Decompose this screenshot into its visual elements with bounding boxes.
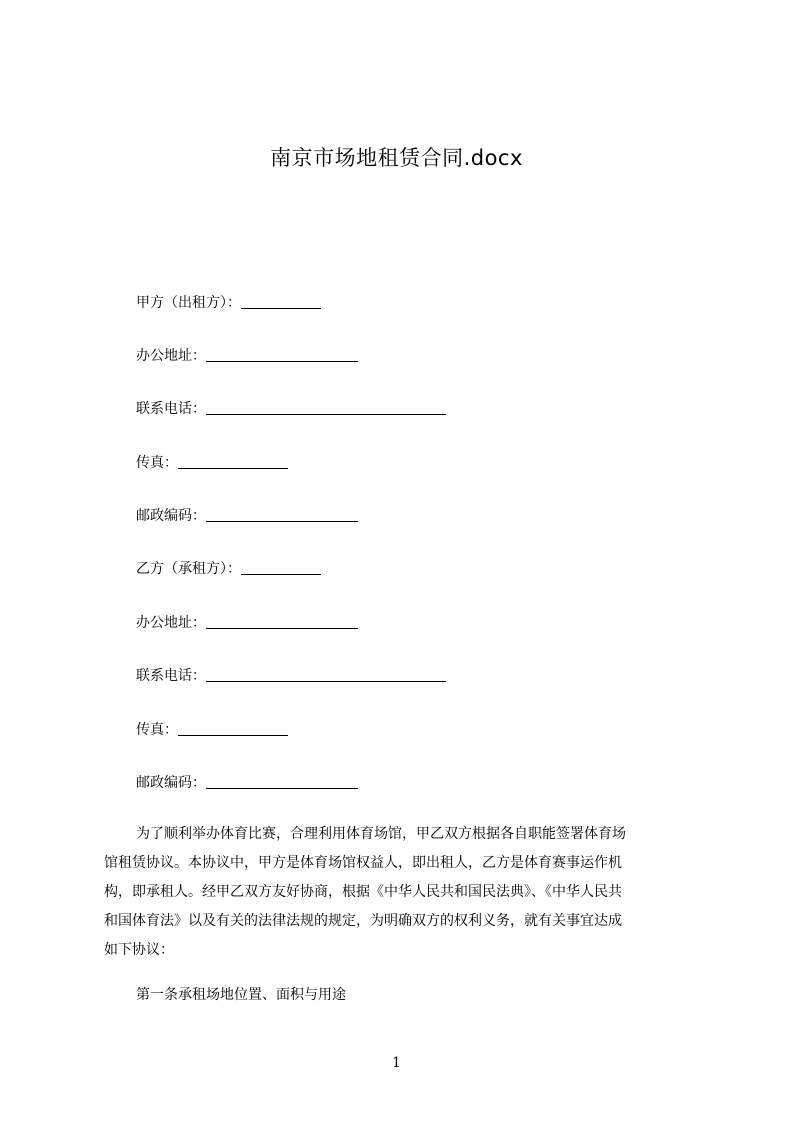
party-b-office-address-field [136,612,358,633]
party-b-postal-code-field [136,772,358,793]
party-a-postal-code-label: 邮政编码： [136,508,206,524]
preamble-line: 构，即承租人。经甲乙双方友好协商，根据《中华人民共和国民法典》、《中华人民共 [104,884,622,900]
preamble-line: 馆租赁协议。本协议中，甲方是体育场馆权益人，即出租人，乙方是体育赛事运作机 [104,855,622,871]
preamble-line: 如下协议： [104,942,174,958]
document-title: 南京市场地租赁合同.docx [270,146,523,170]
preamble-paragraph [104,820,704,965]
party-a-label: 甲方（出租方）： [136,295,241,311]
party-a-fax-field [136,452,288,473]
party-a-phone-blank[interactable] [206,400,446,415]
party-a-office-address-label: 办公地址： [136,348,206,364]
article-1-heading: 第一条承租场地位置、面积与用途 [136,987,346,1003]
party-a-blank[interactable] [241,294,321,309]
party-b-phone-blank[interactable] [206,667,446,682]
party-b-field [136,558,321,579]
party-a-fax-blank[interactable] [178,454,288,469]
party-b-fax-label: 传真： [136,722,178,738]
party-b-fax-field [136,719,288,740]
party-b-phone-field [136,665,446,686]
party-b-phone-label: 联系电话： [136,668,206,684]
party-a-phone-field [136,398,446,419]
party-a-office-address-field [136,345,358,366]
party-a-postal-code-blank[interactable] [206,507,358,522]
party-b-postal-code-label: 邮政编码： [136,775,206,791]
party-a-field [136,292,321,313]
party-a-fax-label: 传真： [136,455,178,471]
page-number: 1 [392,1055,401,1071]
party-b-office-address-blank[interactable] [206,614,358,629]
preamble-line: 和国体育法》以及有关的法律法规的规定，为明确双方的权利义务，就有关事宜达成 [104,913,622,929]
party-b-office-address-label: 办公地址： [136,615,206,631]
party-a-office-address-blank[interactable] [206,347,358,362]
party-b-postal-code-blank[interactable] [206,774,358,789]
preamble-line: 为了顺利举办体育比赛，合理利用体育场馆，甲乙双方根据各自职能签署体育场 [136,826,626,842]
party-a-postal-code-field [136,505,358,526]
party-b-fax-blank[interactable] [178,721,288,736]
party-b-label: 乙方（承租方）： [136,561,241,577]
party-a-phone-label: 联系电话： [136,401,206,417]
party-b-blank[interactable] [241,560,321,575]
